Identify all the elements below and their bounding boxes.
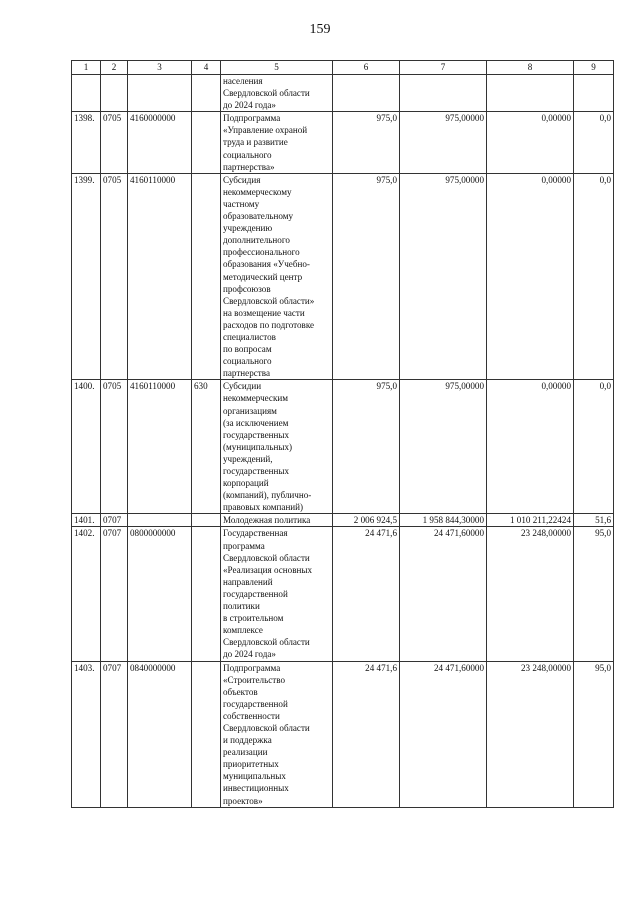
- header-row: [72, 61, 614, 75]
- target-code: [128, 661, 192, 807]
- refined-amount-text: 975,00000: [445, 381, 484, 392]
- approved-amount-text: 975,0: [376, 113, 397, 124]
- section-code: [101, 380, 128, 514]
- section-code-text: 0705: [103, 174, 122, 185]
- refined-amount: [400, 173, 487, 380]
- section-code-text: 0707: [103, 528, 122, 539]
- col-header-3: 3: [128, 61, 192, 75]
- executed-amount: [487, 527, 574, 661]
- approved-amount: [333, 514, 400, 527]
- page-number: 159: [309, 22, 331, 37]
- executed-amount: [487, 514, 574, 527]
- item-name-text: Подпрограмма «Управление охраной труда и развитие социального партнерства»: [223, 113, 308, 172]
- item-name-text: Подпрограмма «Строительство объектов государственной собственности Свердловской области и поддержка реализации приоритетных муниципальных инвестиционных проектов»: [223, 662, 310, 806]
- execution-percent: [574, 527, 614, 661]
- executed-amount-text: 1 010 211,22424: [509, 515, 571, 526]
- item-name: [221, 514, 333, 527]
- section-code: [101, 527, 128, 661]
- refined-amount: [400, 112, 487, 173]
- execution-percent-text: 0,0: [599, 174, 611, 185]
- executed-amount-text: 0,00000: [541, 113, 571, 124]
- section-code-text: 0705: [103, 381, 122, 392]
- execution-percent-text: 0,0: [599, 381, 611, 392]
- table-row: [72, 112, 614, 173]
- section-code: [101, 173, 128, 380]
- col-header-9: 9: [574, 61, 614, 75]
- item-name: [221, 173, 333, 380]
- section-code-text: 0707: [103, 515, 122, 526]
- item-name: [221, 75, 333, 112]
- approved-amount: [333, 380, 400, 514]
- section-code-text: 0705: [103, 113, 122, 124]
- table-row: [72, 661, 614, 807]
- section-code: [101, 661, 128, 807]
- col-header-1: 1: [72, 61, 101, 75]
- executed-amount-text: 0,00000: [541, 174, 571, 185]
- execution-percent: [574, 380, 614, 514]
- item-name: [221, 661, 333, 807]
- execution-percent: [574, 661, 614, 807]
- section-code: [101, 75, 128, 112]
- approved-amount-text: 975,0: [376, 381, 397, 392]
- approved-amount: [333, 75, 400, 112]
- item-name-text: Субсидии некоммерческим организациям (за исключением государственных (муниципальных) учреждений, государственных корпораций (компаний), публично- правовых компаний): [223, 381, 312, 513]
- refined-amount: [400, 514, 487, 527]
- expense-type: [192, 514, 221, 527]
- execution-percent: [574, 514, 614, 527]
- approved-amount: [333, 173, 400, 380]
- target-code-text: 4160110000: [130, 381, 176, 392]
- table-row: [72, 527, 614, 661]
- col-header-2: 2: [101, 61, 128, 75]
- executed-amount-text: 23 248,00000: [520, 662, 571, 673]
- table-row: [72, 380, 614, 514]
- refined-amount-text: 24 471,60000: [433, 528, 484, 539]
- execution-percent-text: 95,0: [595, 528, 611, 539]
- item-name: [221, 527, 333, 661]
- target-code-text: 4160000000: [130, 113, 176, 124]
- budget-table: [71, 60, 614, 808]
- target-code: [128, 380, 192, 514]
- item-name-text: населения Свердловской области до 2024 года»: [223, 76, 310, 111]
- target-code: [128, 514, 192, 527]
- expense-type: [192, 661, 221, 807]
- executed-amount: [487, 380, 574, 514]
- approved-amount-text: 24 471,6: [365, 528, 397, 539]
- table-row: [72, 514, 614, 527]
- refined-amount-text: 975,00000: [445, 174, 484, 185]
- col-header-5: 5: [221, 61, 333, 75]
- row-number-text: 1403.: [74, 662, 95, 673]
- approved-amount: [333, 661, 400, 807]
- item-name: [221, 112, 333, 173]
- section-code-text: 0707: [103, 662, 122, 673]
- execution-percent-text: 51,6: [595, 515, 611, 526]
- row-number: [72, 75, 101, 112]
- row-number-text: 1399.: [74, 174, 95, 185]
- executed-amount-text: 0,00000: [541, 381, 571, 392]
- refined-amount: [400, 527, 487, 661]
- row-number: [72, 527, 101, 661]
- row-number: [72, 380, 101, 514]
- executed-amount: [487, 661, 574, 807]
- executed-amount: [487, 112, 574, 173]
- col-header-4: 4: [192, 61, 221, 75]
- approved-amount: [333, 112, 400, 173]
- row-number-text: 1401.: [74, 515, 95, 526]
- execution-percent-text: 0,0: [599, 113, 611, 124]
- expense-type: [192, 173, 221, 380]
- target-code: [128, 75, 192, 112]
- executed-amount: [487, 75, 574, 112]
- approved-amount-text: 975,0: [376, 174, 397, 185]
- table-row: [72, 173, 614, 380]
- executed-amount-text: 23 248,00000: [520, 528, 571, 539]
- section-code: [101, 514, 128, 527]
- section-code: [101, 112, 128, 173]
- target-code: [128, 173, 192, 380]
- target-code-text: 0800000000: [130, 528, 176, 539]
- row-number: [72, 112, 101, 173]
- col-header-8: 8: [487, 61, 574, 75]
- execution-percent: [574, 112, 614, 173]
- expense-type: [192, 75, 221, 112]
- refined-amount-text: 24 471,60000: [433, 662, 484, 673]
- target-code: [128, 527, 192, 661]
- item-name-text: Субсидия некоммерческому частному образовательному учреждению дополнительного профессионального образования «Учебно- методический центр профсоюзов Свердловской области» на возмещение части расходов по подготовке специалистов по вопросам социального партнерства: [223, 174, 315, 379]
- col-header-6: 6: [333, 61, 400, 75]
- row-number: [72, 514, 101, 527]
- item-name-text: Молодежная политика: [223, 515, 311, 526]
- executed-amount: [487, 173, 574, 380]
- approved-amount-text: 24 471,6: [365, 662, 397, 673]
- expense-type: [192, 112, 221, 173]
- target-code-text: 0840000000: [130, 662, 176, 673]
- refined-amount: [400, 380, 487, 514]
- execution-percent: [574, 173, 614, 380]
- table-row: [72, 75, 614, 112]
- refined-amount-text: 1 958 844,30000: [422, 515, 484, 526]
- row-number-text: 1398.: [74, 113, 95, 124]
- refined-amount: [400, 75, 487, 112]
- item-name-text: Государственная программа Свердловской области «Реализация основных направлений государственной политики в строительном комплексе Свердловской области до 2024 года»: [223, 528, 313, 660]
- refined-amount: [400, 661, 487, 807]
- row-number-text: 1402.: [74, 528, 95, 539]
- expense-type: [192, 527, 221, 661]
- execution-percent-text: 95,0: [595, 662, 611, 673]
- item-name: [221, 380, 333, 514]
- target-code-text: 4160110000: [130, 174, 176, 185]
- approved-amount: [333, 527, 400, 661]
- expense-type-text: 630: [194, 381, 208, 392]
- refined-amount-text: 975,00000: [445, 113, 484, 124]
- row-number: [72, 173, 101, 380]
- execution-percent: [574, 75, 614, 112]
- target-code: [128, 112, 192, 173]
- approved-amount-text: 2 006 924,5: [353, 515, 397, 526]
- expense-type: [192, 380, 221, 514]
- row-number-text: 1400.: [74, 381, 95, 392]
- row-number: [72, 661, 101, 807]
- col-header-7: 7: [400, 61, 487, 75]
